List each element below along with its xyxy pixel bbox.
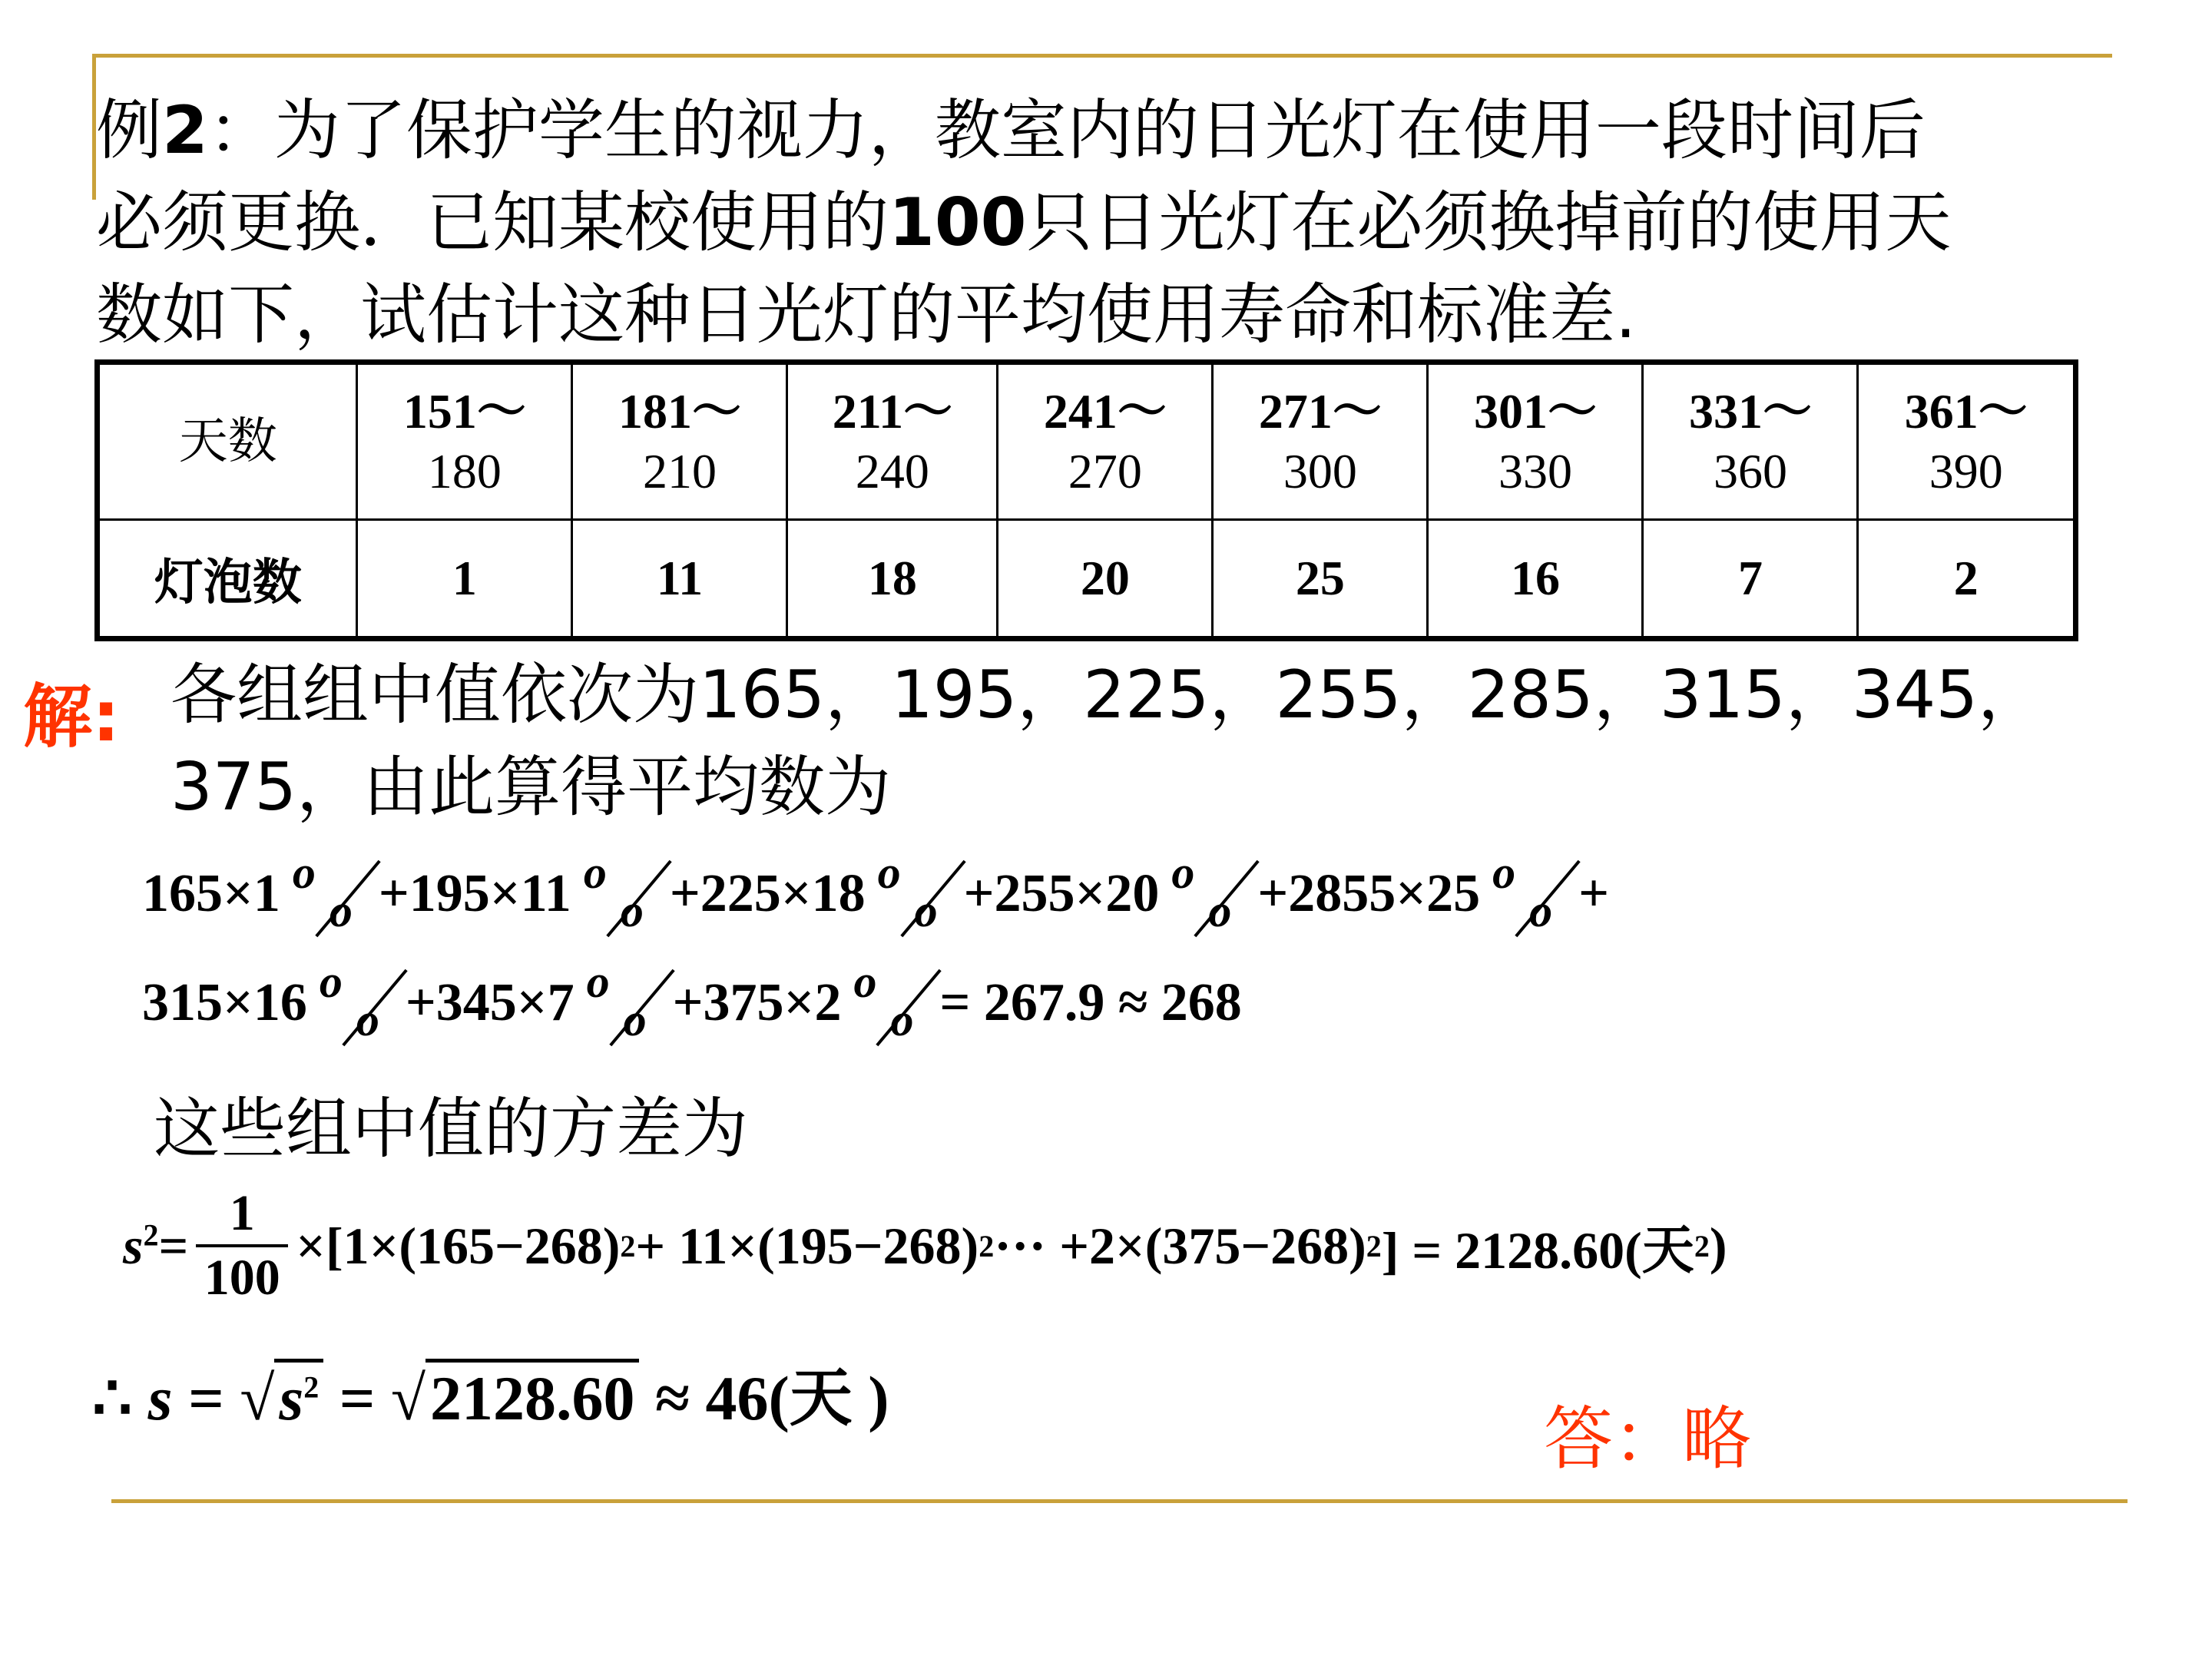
variance-term-1: ×[1×(165−268) — [296, 1216, 621, 1275]
variance-lhs — [123, 1216, 158, 1277]
count-cell: 7 — [1643, 520, 1858, 639]
problem-line-2 — [96, 177, 2185, 269]
percent-bottom: o — [620, 886, 644, 936]
range-start: 301～ — [1473, 384, 1597, 439]
percent-sign — [310, 956, 402, 1046]
radicand-symbol: s — [279, 1363, 304, 1433]
lifetime-table — [94, 359, 2078, 641]
range-cell — [787, 363, 998, 520]
table-row-counts — [98, 520, 2076, 639]
exponent: 2 — [1366, 1228, 1382, 1263]
problem-statement — [96, 84, 2185, 361]
exponent: 2 — [143, 1217, 159, 1252]
radicand — [274, 1359, 323, 1435]
percent-bottom: o — [890, 995, 914, 1045]
radicand-value: 2128.60 — [426, 1359, 640, 1435]
top-rule — [92, 54, 2112, 58]
percent-sign — [1162, 847, 1254, 937]
header-bulbs: 灯泡数 — [98, 520, 357, 639]
exponent: 2 — [303, 1369, 320, 1405]
problem-line-2-b: 只日光灯在必须换掉前的使用天 — [1026, 184, 1952, 261]
sqrt-sign: = √ — [323, 1363, 426, 1433]
range-end: 330 — [1498, 444, 1572, 498]
range-cell — [1428, 363, 1643, 520]
percent-bottom: o — [329, 886, 353, 936]
percent-sign — [283, 847, 376, 937]
count-cell: 20 — [998, 520, 1213, 639]
count-cell: 18 — [787, 520, 998, 639]
equals-sign: = — [158, 1216, 189, 1275]
percent-sign — [844, 956, 936, 1046]
mean-formula-line-1 — [142, 847, 1610, 937]
range-cell — [1643, 363, 1858, 520]
variance-intro: 这些组中值的方差为 — [154, 1091, 748, 1167]
variance-term-2: + 11×(195−268) — [635, 1216, 979, 1275]
range-start: 241～ — [1043, 384, 1167, 439]
header-days: 天数 — [98, 363, 357, 520]
problem-count: 100 — [889, 184, 1027, 261]
mean-term: +375×2 — [672, 973, 842, 1033]
fraction-numerator: 1 — [229, 1185, 255, 1241]
solution-text — [171, 649, 2091, 833]
range-end: 360 — [1713, 444, 1787, 498]
range-end: 210 — [642, 444, 717, 498]
mean-term: 165×1 — [142, 864, 280, 924]
therefore-symbol: ∴ — [92, 1363, 133, 1433]
exponent: 2 — [979, 1228, 995, 1263]
percent-top: o — [583, 847, 607, 898]
count-cell: 1 — [357, 520, 572, 639]
percent-top: o — [853, 956, 877, 1007]
count-cell: 11 — [572, 520, 787, 639]
range-cell — [1858, 363, 2076, 520]
range-start: 181～ — [618, 384, 741, 439]
fraction-denominator: 100 — [204, 1250, 280, 1306]
problem-prefix: 例 — [96, 92, 162, 169]
percent-bottom: o — [356, 995, 379, 1045]
range-end: 300 — [1283, 444, 1357, 498]
std-result: ≈ 46(天 ) — [639, 1363, 889, 1433]
range-start: 271～ — [1258, 384, 1382, 439]
mean-term: + — [1578, 864, 1610, 924]
solution-label: 解: — [23, 677, 120, 757]
variance-close: ) — [1709, 1216, 1727, 1275]
percent-sign — [578, 956, 670, 1046]
bottom-rule — [111, 1499, 2128, 1503]
mean-formula-line-2 — [142, 956, 1242, 1046]
percent-bottom: o — [1208, 886, 1232, 936]
mean-term: +2855×25 — [1257, 864, 1481, 924]
solution-line-1: 各组组中值依次为165，195，225，255，285，315，345， — [171, 657, 2045, 733]
mean-result: = 267.9 ≈ 268 — [939, 973, 1242, 1033]
mean-term: +195×11 — [378, 864, 571, 924]
fraction — [196, 1183, 288, 1309]
variance-formula — [123, 1183, 1727, 1309]
answer: 答：略 — [1544, 1399, 1751, 1479]
mean-term: 315×16 — [142, 973, 307, 1033]
count-cell: 25 — [1213, 520, 1428, 639]
percent-top: o — [1171, 847, 1195, 898]
range-end: 270 — [1068, 444, 1142, 498]
range-end: 240 — [855, 444, 929, 498]
range-end: 180 — [427, 444, 502, 498]
percent-bottom: o — [914, 886, 938, 936]
percent-bottom: o — [1529, 886, 1553, 936]
percent-sign — [575, 847, 667, 937]
problem-line-1-text: ：为了保护学生的视力，教室内的日光灯在使用一段时间后 — [207, 92, 1926, 169]
count-cell: 16 — [1428, 520, 1643, 639]
percent-sign — [1483, 847, 1575, 937]
problem-number: 2 — [162, 92, 208, 169]
count-cell: 2 — [1858, 520, 2076, 639]
percent-top: o — [319, 956, 343, 1007]
solution-line-2: 375，由此算得平均数为 — [171, 749, 892, 826]
problem-line-2-a: 必须更换．已知某校使用的 — [96, 184, 889, 261]
std-deviation-formula — [92, 1348, 889, 1438]
std-symbol: s — [147, 1363, 173, 1433]
mean-term: +345×7 — [405, 973, 575, 1033]
exponent: 2 — [620, 1228, 636, 1263]
range-start: 331～ — [1688, 384, 1812, 439]
mean-term: +255×20 — [963, 864, 1160, 924]
range-cell — [572, 363, 787, 520]
percent-top: o — [1492, 847, 1516, 898]
problem-line-3: 数如下，试估计这种日光灯的平均使用寿命和标准差. — [96, 276, 1637, 353]
range-start: 151～ — [402, 384, 526, 439]
sqrt-sign: = √ — [172, 1363, 275, 1433]
variance-term-3: ··· +2×(375−268) — [994, 1216, 1366, 1275]
variance-symbol: s — [123, 1216, 144, 1275]
percent-top: o — [586, 956, 610, 1007]
table-row-days — [98, 363, 2076, 520]
percent-top: o — [877, 847, 901, 898]
mean-term: +225×18 — [669, 864, 866, 924]
range-end: 390 — [1929, 444, 2003, 498]
variance-result: ] = 2128.60(天 — [1381, 1220, 1694, 1280]
percent-sign — [869, 847, 961, 937]
range-cell — [1213, 363, 1428, 520]
range-cell — [357, 363, 572, 520]
percent-top: o — [292, 847, 316, 898]
problem-line-1 — [96, 84, 2185, 177]
exponent: 2 — [1694, 1228, 1710, 1263]
range-start: 361～ — [1904, 384, 2028, 439]
range-cell — [998, 363, 1213, 520]
percent-bottom: o — [623, 995, 647, 1045]
range-start: 211～ — [832, 384, 953, 439]
